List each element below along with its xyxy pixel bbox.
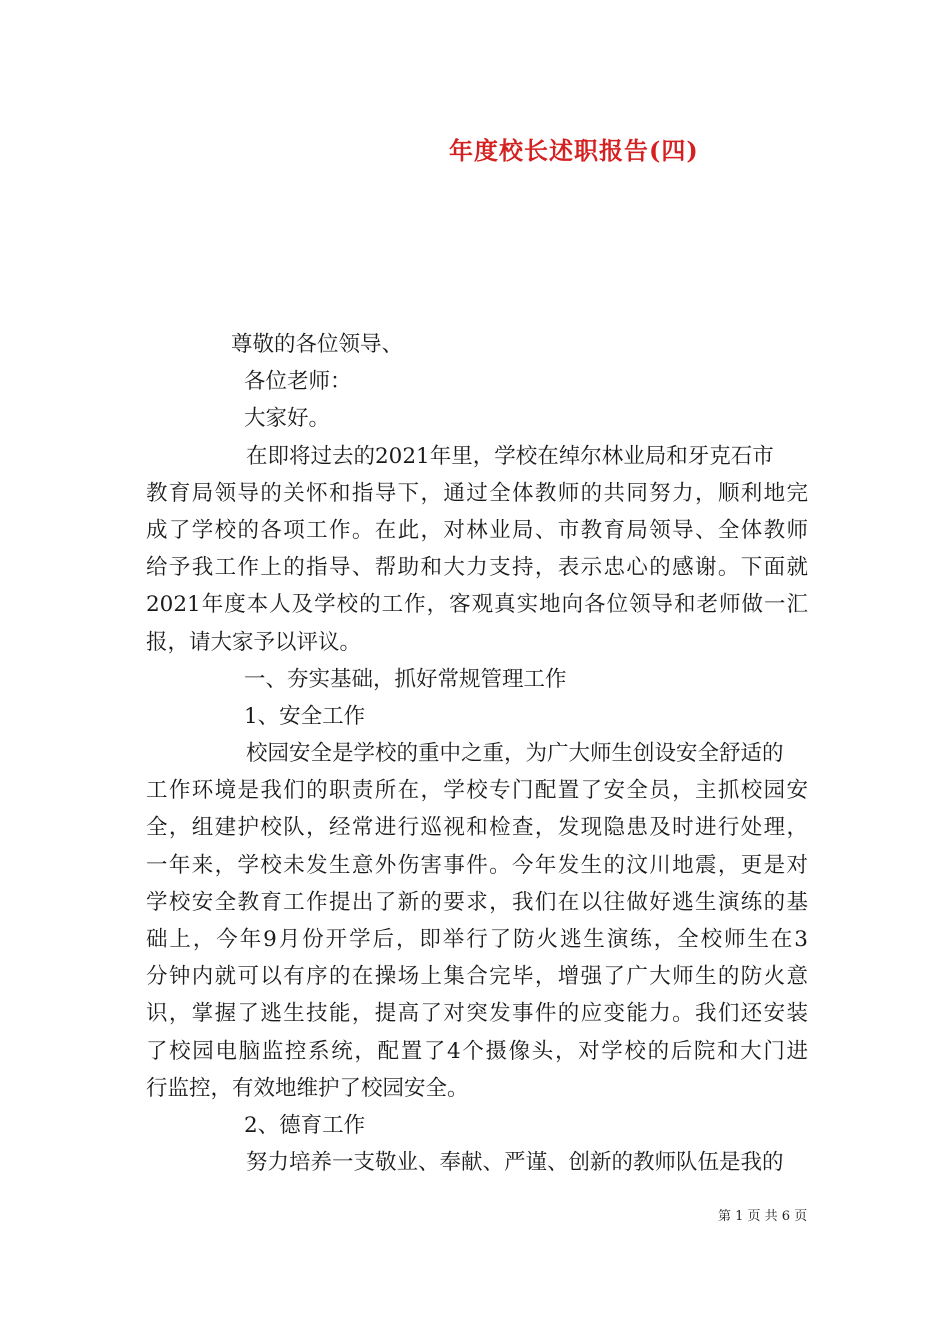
paragraph-line: 学校安全教育工作提出了新的要求，我们在以往做好逃生演练的基 — [146, 889, 808, 915]
paragraph-line: 努力培养一支敬业、奉献、严谨、创新的教师队伍是我的 — [246, 1150, 784, 1176]
subsection-heading: 2、德育工作 — [244, 1112, 366, 1138]
section-heading: 一、夯实基础，抓好常规管理工作 — [244, 666, 567, 692]
document-body — [146, 326, 808, 1181]
paragraph-line: 了校园电脑监控系统，配置了4个摄像头，对学校的后院和大门进 — [146, 1038, 808, 1064]
paragraph-line: 识，掌握了逃生技能，提高了对突发事件的应变能力。我们还安装 — [146, 1001, 808, 1027]
paragraph-line: 全，组建护校队，经常进行巡视和检查，发现隐患及时进行处理， — [146, 815, 808, 841]
paragraph-line: 校园安全是学校的重中之重，为广大师生创设安全舒适的 — [246, 741, 784, 767]
paragraph-line: 础上，今年9月份开学后，即举行了防火逃生演练，全校师生在3 — [146, 927, 808, 952]
greeting-line: 大家好。 — [244, 406, 331, 432]
salutation-line: 各位老师： — [244, 369, 352, 395]
salutation-line: 尊敬的各位领导、 — [231, 332, 404, 357]
paragraph-line: 给予我工作上的指导、帮助和大力支持，表示忠心的感谢。下面就 — [146, 555, 808, 581]
paragraph-line: 成了学校的各项工作。在此，对林业局、市教育局领导、全体教师 — [146, 517, 808, 543]
paragraph-line: 报，请大家予以评议。 — [146, 629, 362, 655]
paragraph-line: 一年来，学校未发生意外伤害事件。今年发生的汶川地震，更是对 — [146, 852, 808, 878]
paragraph-line: 2021年度本人及学校的工作，客观真实地向各位领导和老师做一汇 — [146, 592, 808, 618]
paragraph-line: 在即将过去的2021年里，学校在绰尔林业局和牙克石市 — [246, 443, 774, 469]
paragraph-line: 教育局领导的关怀和指导下，通过全体教师的共同努力，顺利地完 — [146, 480, 808, 506]
paragraph-line: 工作环境是我们的职责所在，学校专门配置了安全员，主抓校园安 — [146, 778, 808, 804]
paragraph-line: 行监控，有效地维护了校园安全。 — [146, 1075, 469, 1101]
document-title: 年度校长述职报告(四) — [449, 136, 699, 165]
paragraph-line: 分钟内就可以有序的在操场上集合完毕，增强了广大师生的防火意 — [146, 964, 808, 990]
page-footer: 第 1 页 共 6 页 — [718, 1209, 808, 1224]
subsection-heading: 1、安全工作 — [244, 703, 366, 729]
